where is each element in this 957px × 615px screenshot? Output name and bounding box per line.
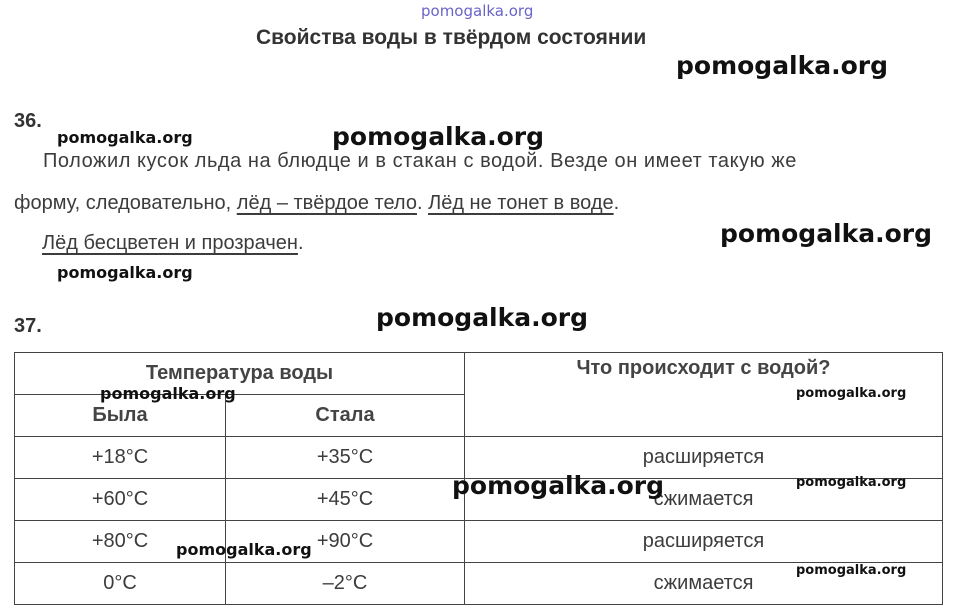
cell-what: расширяется [465,437,943,479]
watermark: pomogalka.org [176,540,312,559]
cell-what: сжимается [465,479,943,521]
page-title: Свойства воды в твёрдом состоянии [256,26,647,49]
punctuation: . [416,192,429,214]
answer-underlined: лёд – твёрдое тело [236,192,417,214]
subheader-became: Стала [226,395,465,437]
cell-was: +18°C [15,437,226,479]
punctuation: . [613,192,620,214]
watermark: pomogalka.org [796,386,907,401]
watermark: pomogalka.org [452,471,665,500]
cell-became: +45°C [226,479,465,521]
task36-line3 [42,232,304,255]
watermark: pomogalka.org [57,128,193,147]
task36-line2 [14,192,619,215]
watermark: pomogalka.org [100,384,236,403]
task-number-36: 36. [14,110,42,132]
cell-became: +90°C [226,521,465,563]
header-temperature: Температура воды [15,353,465,395]
cell-became: –2°C [226,563,465,605]
watermark: pomogalka.org [720,219,933,248]
cell-was: 0°C [15,563,226,605]
watermark: pomogalka.org [57,263,193,282]
watermark: pomogalka.org [676,51,889,80]
cell-became: +35°C [226,437,465,479]
cell-what: расширяется [465,521,943,563]
answer-underlined: Лёд не тонет в воде [428,192,614,214]
punctuation: . [297,232,304,254]
subheader-was: Была [15,395,226,437]
watermark: pomogalka.org [796,563,907,578]
watermark-top: pomogalka.org [421,2,534,20]
task-number-37: 37. [14,315,42,337]
cell-what: сжимается [465,563,943,605]
cell-was: +60°C [15,479,226,521]
watermark: pomogalka.org [796,475,907,490]
watermark: pomogalka.org [332,122,545,151]
task36-line2-prefix: форму, следовательно, [14,192,237,214]
answer-underlined: Лёд бесцветен и прозрачен [42,232,298,254]
watermark: pomogalka.org [376,303,589,332]
cell-was: +80°C [15,521,226,563]
table-row [15,521,943,563]
task36-line1: Положил кусок льда на блюдце и в стакан с водой. Везде он имеет такую же [43,150,797,172]
header-what-happens: Что происходит с водой? [465,353,943,437]
